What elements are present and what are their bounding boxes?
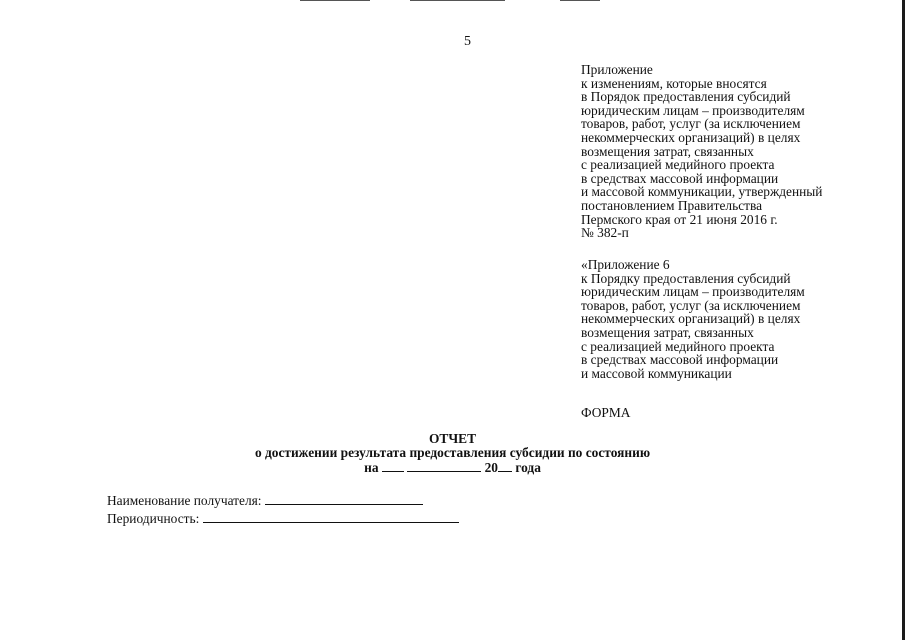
periodicity-row <box>107 511 459 527</box>
report-title: ОТЧЕТ <box>428 431 477 446</box>
appendix-line: с реализацией медийного проекта <box>581 338 775 354</box>
date-month-blank[interactable] <box>407 460 481 472</box>
appendix-block-amendments <box>581 63 822 240</box>
page-edge-top-mark-3 <box>560 0 600 1</box>
appendix-line: возмещения затрат, связанных <box>581 143 754 159</box>
report-date-prefix: на <box>364 460 379 475</box>
appendix-line: юридическим лицам – производителям <box>581 102 805 118</box>
recipient-blank[interactable] <box>265 493 423 505</box>
date-year-blank[interactable] <box>498 460 512 472</box>
appendix-line: постановлением Правительства <box>581 197 763 213</box>
appendix-line: «Приложение 6 <box>581 257 670 272</box>
appendix-line: Пермского края от 21 июня 2016 г. <box>581 211 778 227</box>
appendix-line: товаров, работ, услуг (за исключением <box>581 297 801 313</box>
form-label: ФОРМА <box>581 405 631 420</box>
appendix-line: юридическим лицам – производителям <box>581 284 805 300</box>
appendix-line: в Порядок предоставления субсидий <box>581 89 791 105</box>
appendix-line: № 382-п <box>581 225 629 241</box>
appendix-line: с реализацией медийного проекта <box>581 157 775 173</box>
report-subtitle: о достижении результата предоставления субсидии по состоянию <box>254 445 651 460</box>
appendix-line: некоммерческих организаций) в целях <box>581 311 801 327</box>
date-day-blank[interactable] <box>382 460 404 472</box>
appendix-line: в средствах массовой информации <box>581 352 779 368</box>
appendix-line: и массовой коммуникации <box>581 365 732 381</box>
appendix-line: возмещения затрат, связанных <box>581 324 754 340</box>
appendix-line: в средствах массовой информации <box>581 170 779 186</box>
appendix-line: и массовой коммуникации, утвержденный <box>581 184 823 200</box>
page-edge-top-mark-1 <box>300 0 370 1</box>
report-date-line <box>0 460 905 475</box>
periodicity-label: Периодичность: <box>107 511 200 526</box>
appendix-line: Приложение <box>581 62 653 77</box>
page-number: 5 <box>464 34 471 49</box>
report-year-prefix: 20 <box>484 460 498 475</box>
appendix-line: некоммерческих организаций) в целях <box>581 129 801 145</box>
appendix-line: к Порядку предоставления субсидий <box>581 270 791 286</box>
periodicity-blank[interactable] <box>203 511 459 523</box>
appendix-line: товаров, работ, услуг (за исключением <box>581 116 801 132</box>
page-edge-top-mark-2 <box>410 0 505 1</box>
recipient-row <box>107 493 423 509</box>
recipient-label: Наименование получателя: <box>107 493 262 508</box>
appendix-line: к изменениям, которые вносятся <box>581 75 767 91</box>
report-date-suffix: года <box>515 460 541 475</box>
appendix-block-6 <box>581 258 805 380</box>
